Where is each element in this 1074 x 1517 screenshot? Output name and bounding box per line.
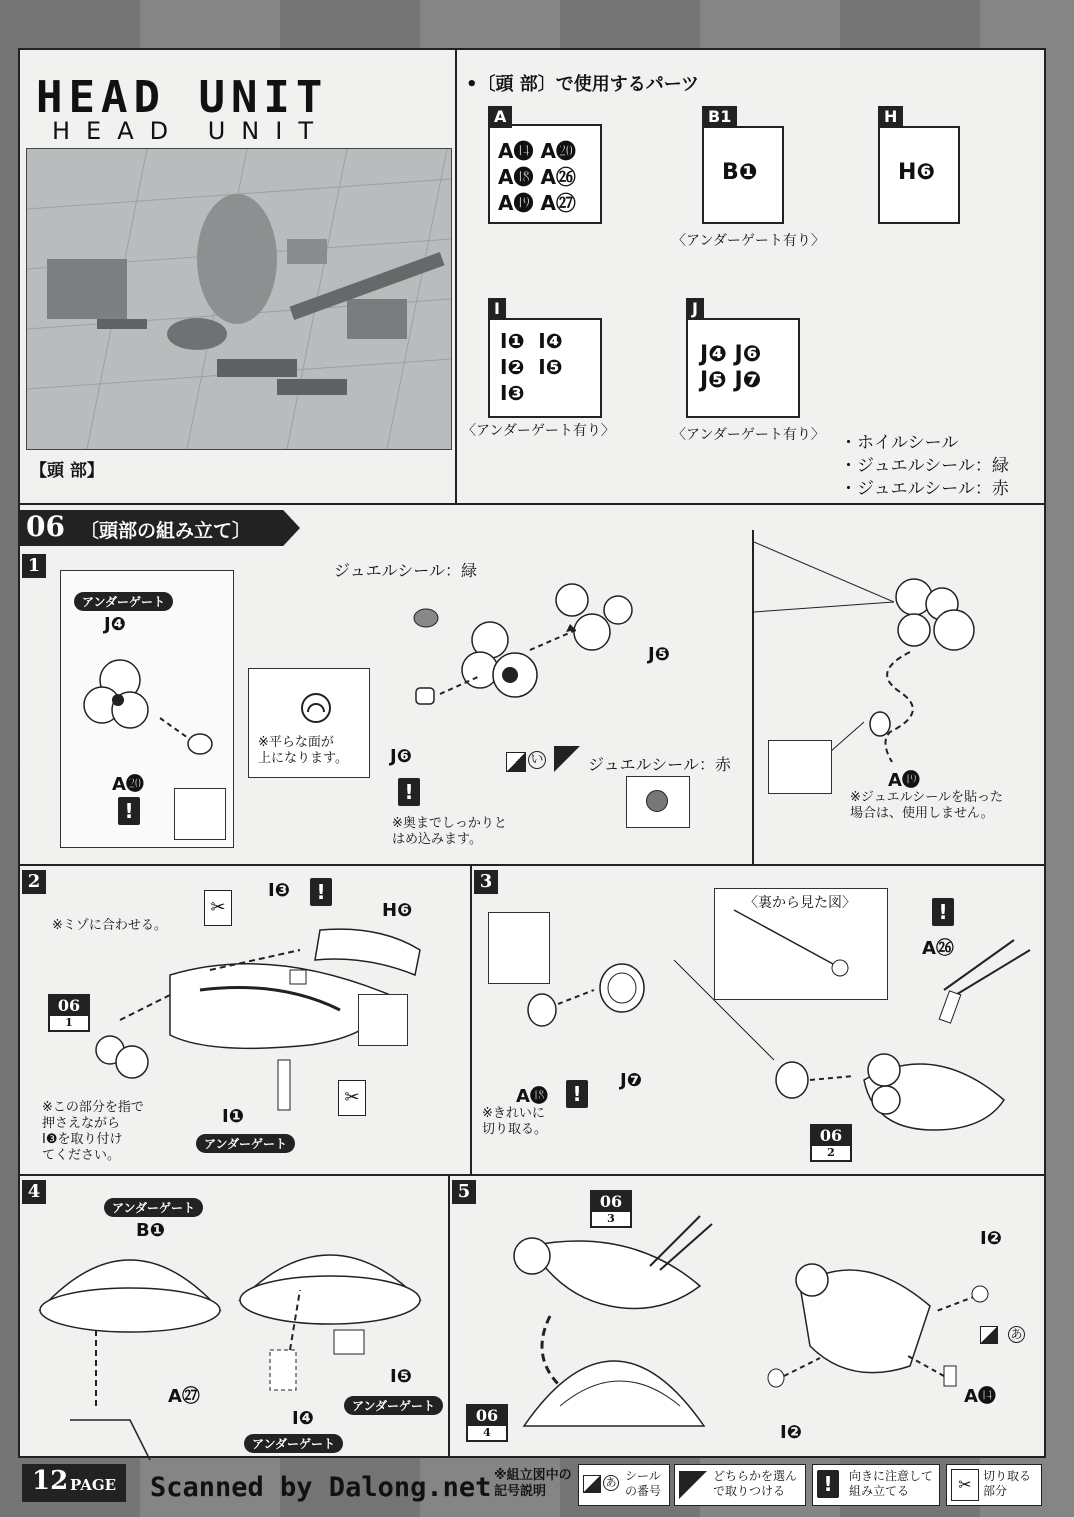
runner-items: J❹ J❻ J❺ J❼ xyxy=(700,342,762,393)
parts-heading: •〔頭 部〕で使用するパーツ xyxy=(466,74,700,95)
cut-icon: ✂ xyxy=(338,1080,366,1116)
seal-red-label: ジュエルシール：赤 xyxy=(588,755,731,774)
underGate-badge: アンダーゲート xyxy=(244,1434,343,1453)
part-label-j7: J❼ xyxy=(620,1070,642,1091)
part-label-i2: I❷ xyxy=(980,1228,1002,1249)
ref-top: 06 xyxy=(50,996,88,1016)
note-groove: ※ミゾに合わせる。 xyxy=(52,918,167,933)
runner-note: 〈アンダーゲート有り〉 xyxy=(462,423,615,439)
note-cut-clean: ※きれいに 切り取る。 xyxy=(482,1106,548,1137)
seal-mark-icon xyxy=(583,1475,601,1493)
part-label-i3: I❸ xyxy=(268,880,290,901)
runner-items: A⓮ A⓴ A⓲ A㉖ A⓳ A㉗ xyxy=(498,139,576,215)
detail-frame xyxy=(358,994,408,1046)
part-label-a18: A⓲ xyxy=(516,1086,548,1107)
reference-step-badge xyxy=(466,1404,508,1442)
legend-item-caution xyxy=(812,1464,940,1506)
title-stylized: HEAD UNIT xyxy=(36,72,329,123)
runner-tab: J xyxy=(686,298,704,320)
title-text: HEAD UNIT xyxy=(52,117,329,145)
step-number: 5 xyxy=(452,1180,476,1204)
seal-detail-box xyxy=(174,788,226,840)
seal-detail-box xyxy=(768,740,832,794)
divider xyxy=(20,503,1044,505)
runner-tab: A xyxy=(488,106,512,128)
part-label-a27: A㉗ xyxy=(168,1386,200,1407)
legend-text: シール の番号 xyxy=(625,1469,662,1498)
back-view-label: 〈裏から見た図〉 xyxy=(744,895,856,911)
part-label-h6: H❻ xyxy=(382,900,413,921)
ref-bottom: 1 xyxy=(65,1016,73,1029)
runner-note: 〈アンダーゲート有り〉 xyxy=(672,427,825,443)
caution-icon: ! xyxy=(932,898,954,926)
section-title: 〔頭部の組み立て〕 xyxy=(80,520,252,542)
part-label-a26: A㉖ xyxy=(922,938,954,959)
photo-illustration xyxy=(27,149,451,449)
divider xyxy=(470,865,472,1174)
step-number: 4 xyxy=(22,1180,46,1204)
ref-top: 06 xyxy=(592,1192,630,1212)
legend-title: ※組立図中の 記号説明 xyxy=(494,1468,572,1499)
runner-items: B❶ xyxy=(722,160,758,185)
seal-mark-icon xyxy=(506,752,526,772)
part-label-a20: A⓴ xyxy=(112,774,144,795)
photo-caption: 【頭 部】 xyxy=(30,461,104,481)
step3-assembly-drawing xyxy=(474,880,1014,1140)
cut-icon: ✂ xyxy=(951,1469,979,1501)
note-a19: ※ジュエルシールを貼った 場合は、使用しません。 xyxy=(850,790,1004,821)
divider xyxy=(448,1175,450,1457)
part-label-i5: I❺ xyxy=(390,1366,412,1387)
note-hold: ※この部分を指で 押さえながら I❸を取り付け てください。 xyxy=(42,1100,144,1163)
part-label-i4: I❹ xyxy=(292,1408,314,1429)
step5-assembly-drawing xyxy=(460,1196,1030,1456)
legend-item-choose xyxy=(674,1464,806,1506)
part-label-j5: J❺ xyxy=(648,644,670,665)
runner-note: 〈アンダーゲート有り〉 xyxy=(672,233,825,249)
caution-icon: ! xyxy=(398,778,420,806)
caution-icon: ! xyxy=(817,1470,839,1498)
choose-one-icon xyxy=(679,1471,707,1499)
step-number: 3 xyxy=(474,870,498,894)
runner-tab: B1 xyxy=(702,106,737,128)
part-label-i1: I❶ xyxy=(222,1106,244,1127)
runner-tab: H xyxy=(878,106,903,128)
legend-item-cut xyxy=(946,1464,1042,1506)
legend-text: 切り取る 部分 xyxy=(983,1469,1032,1498)
note-push-in: ※奥までしっかりと はめ込みます。 xyxy=(392,816,507,847)
part-label-i2: I❷ xyxy=(780,1422,802,1443)
reference-step-badge xyxy=(810,1124,852,1162)
underGate-badge: アンダーゲート xyxy=(196,1134,295,1153)
legend-text: 向きに注意して 組み立てる xyxy=(849,1469,934,1498)
ref-top: 06 xyxy=(812,1126,850,1146)
legend-text: どちらかを選ん で取りつける xyxy=(713,1469,798,1498)
seal-list-item: ・ジュエルシール：緑 xyxy=(840,456,1009,476)
reference-step-badge xyxy=(48,994,90,1032)
part-label-j6: J❻ xyxy=(390,746,412,767)
step1-assembly-drawing xyxy=(380,570,740,770)
part-label-j4: J❹ xyxy=(104,614,126,635)
ref-bottom: 3 xyxy=(607,1212,615,1225)
seal-mark-number: い xyxy=(528,751,546,769)
red-jewel-seal xyxy=(646,790,668,812)
product-photo xyxy=(26,148,452,450)
runner-items: H❻ xyxy=(898,160,936,185)
legend-mark: あ xyxy=(603,1475,619,1491)
page-number: 12 xyxy=(32,1466,69,1496)
legend-item-seal xyxy=(578,1464,670,1506)
ref-bottom: 4 xyxy=(483,1426,491,1439)
scanned-watermark: Scanned by Dalong.net xyxy=(150,1472,492,1503)
seal-mark-icon xyxy=(980,1326,998,1344)
ref-bottom: 2 xyxy=(827,1146,835,1159)
divider xyxy=(20,1174,1044,1176)
divider xyxy=(455,50,457,503)
underGate-badge: アンダーゲート xyxy=(104,1198,203,1217)
seal-mark-number: あ xyxy=(1008,1326,1025,1343)
page-word: PAGE xyxy=(70,1476,117,1494)
caution-icon: ! xyxy=(566,1080,588,1108)
caution-icon: ! xyxy=(310,878,332,906)
step-number: 2 xyxy=(22,870,46,894)
section-number: 06 xyxy=(26,510,65,543)
step4-assembly-drawing xyxy=(30,1220,430,1460)
runner-items: I❶ I❹ I❷ I❺ I❸ xyxy=(500,329,563,405)
underGate-badge: アンダーゲート xyxy=(74,592,173,611)
part-label-a19: A⓳ xyxy=(888,770,920,791)
caution-icon: ! xyxy=(118,797,140,825)
step-number: 1 xyxy=(22,554,46,578)
seal-green-label: ジュエルシール：緑 xyxy=(334,561,477,580)
part-label-b1: B❶ xyxy=(136,1220,165,1241)
note-flat-side: ※平らな面が 上になります。 xyxy=(258,735,348,766)
part-label-a14: A⓮ xyxy=(964,1386,996,1407)
seal-list-item: ・ホイルシール xyxy=(840,433,959,453)
underGate-badge: アンダーゲート xyxy=(344,1396,443,1415)
runner-tab: I xyxy=(488,298,506,320)
ref-top: 06 xyxy=(468,1406,506,1426)
cut-icon: ✂ xyxy=(204,890,232,926)
seal-list-item: ・ジュエルシール：赤 xyxy=(840,479,1009,499)
divider xyxy=(20,864,1044,866)
